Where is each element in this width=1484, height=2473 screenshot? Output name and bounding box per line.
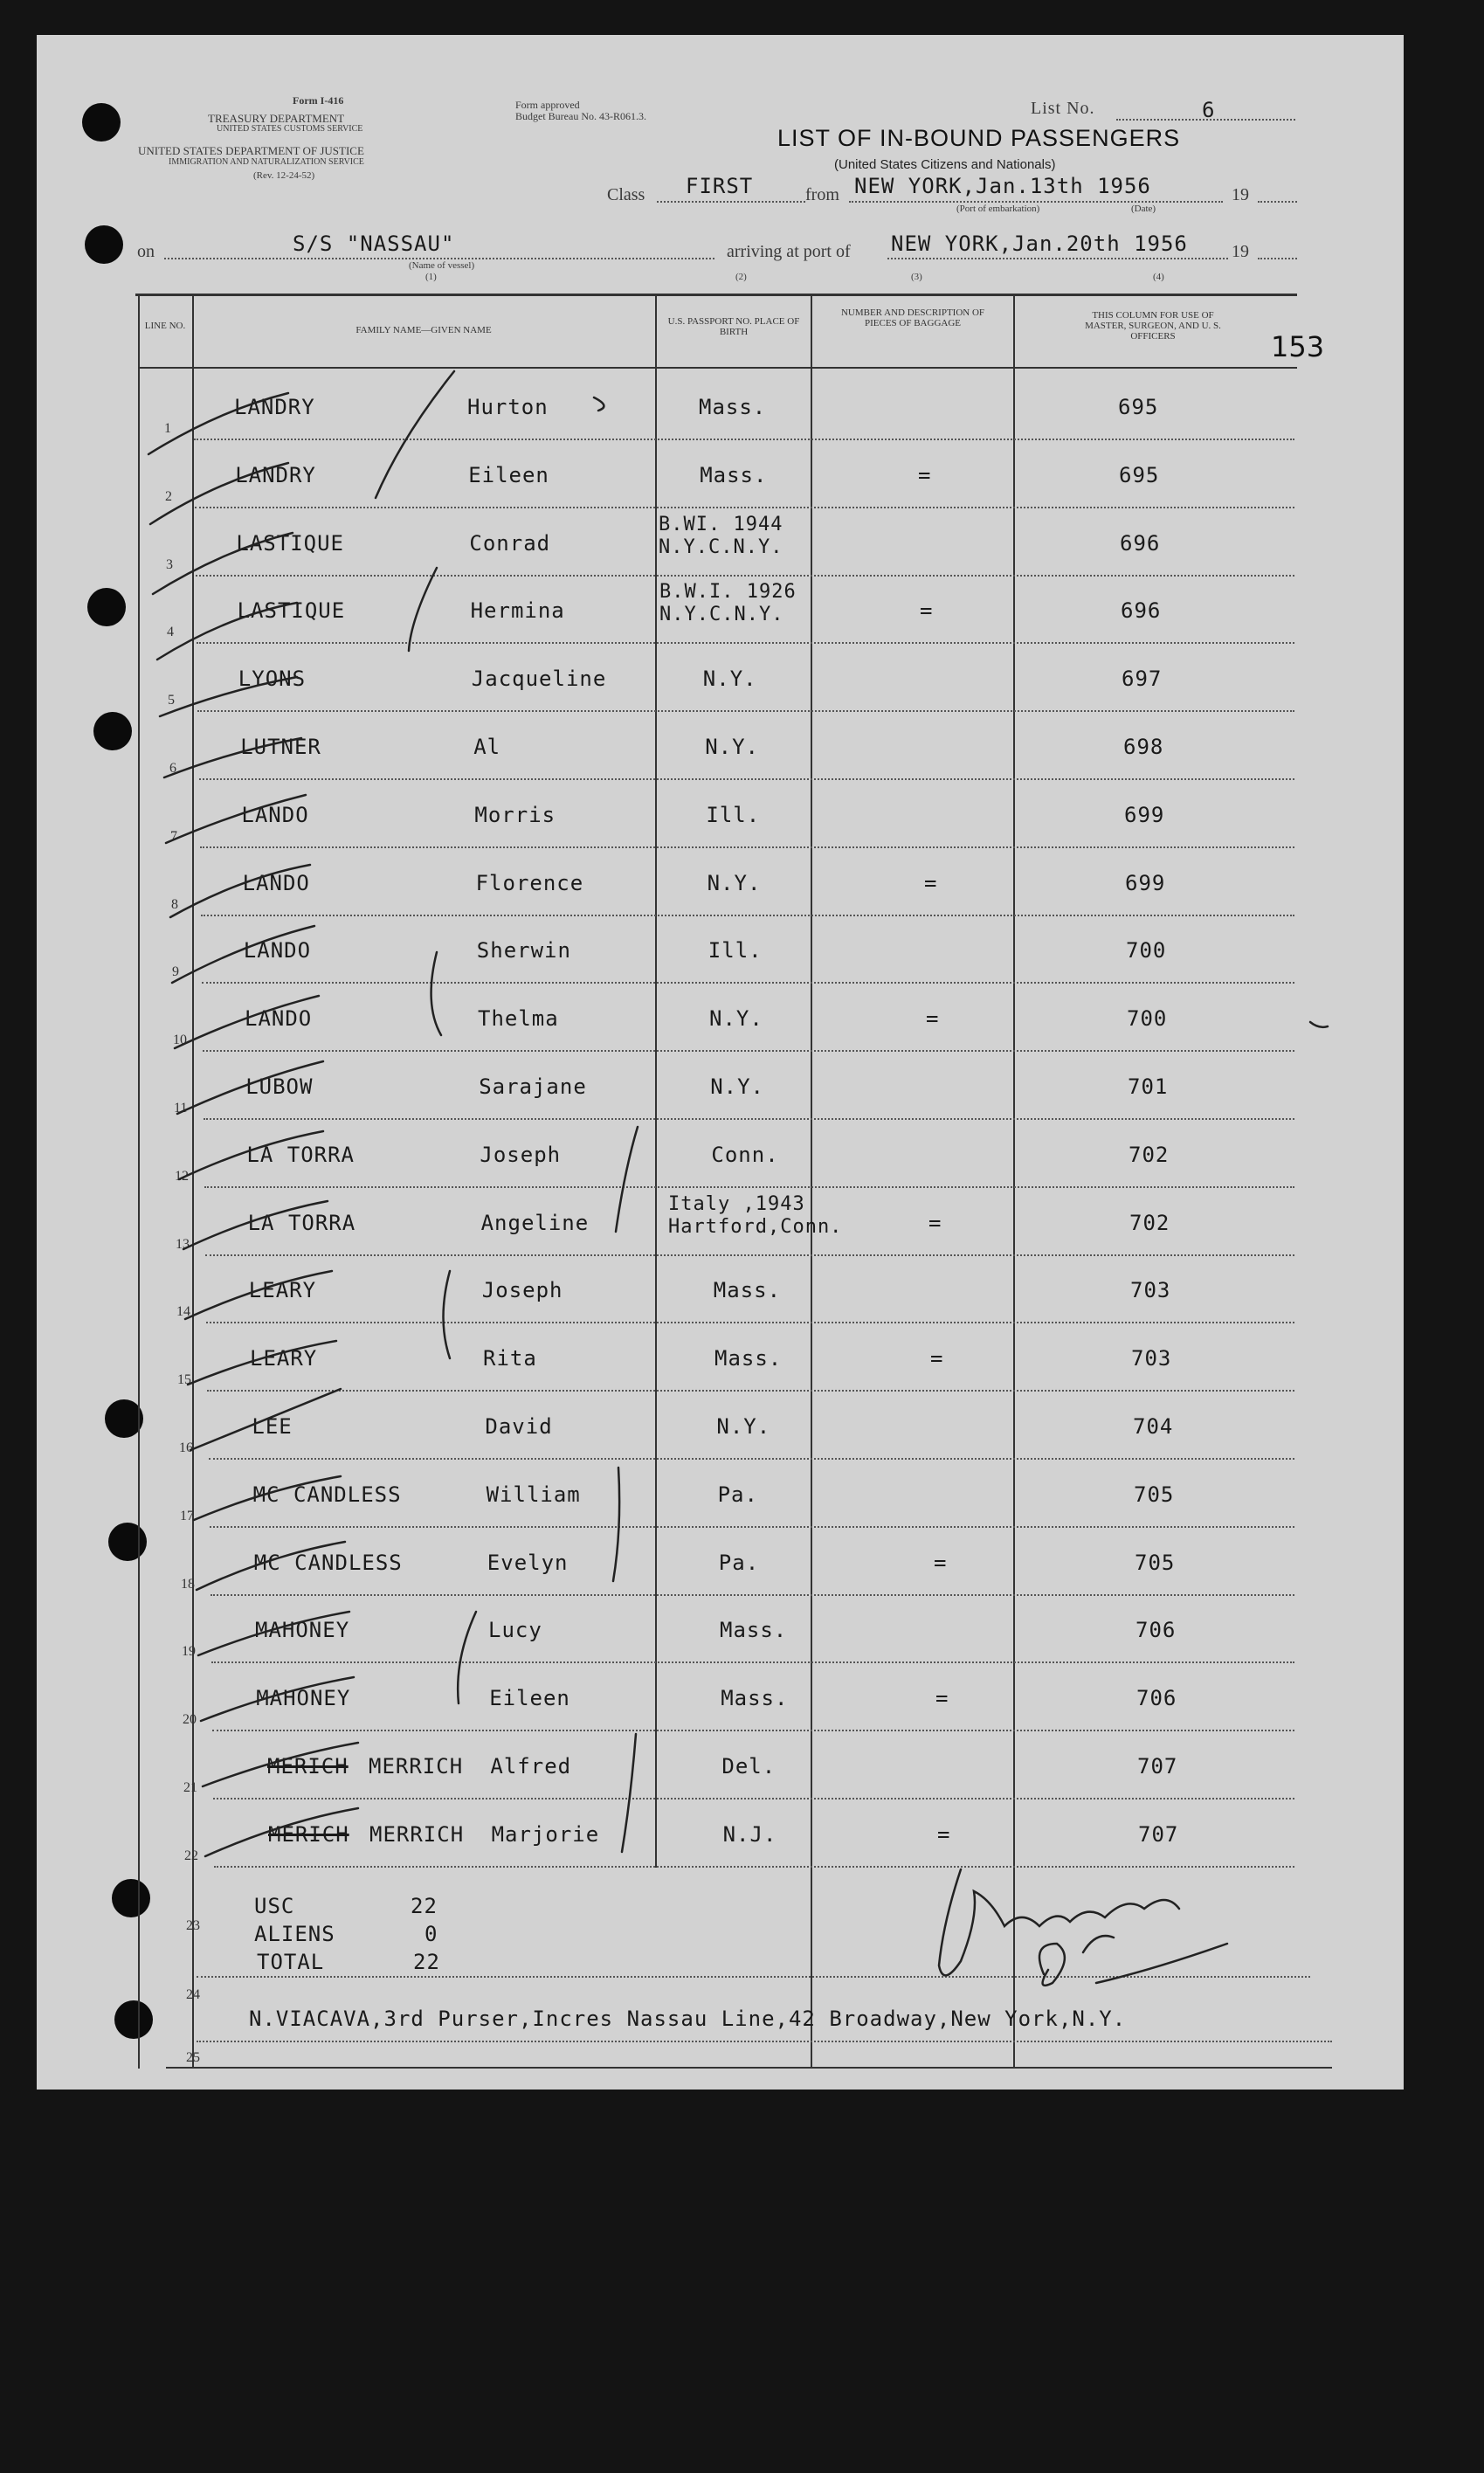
officer-code: 703	[1131, 1346, 1172, 1371]
caption-vessel: (Name of vessel)	[409, 260, 475, 271]
line-number: 10	[173, 1033, 187, 1047]
caption-1: (1)	[425, 272, 437, 282]
arrival-year-suffix: 19	[1232, 242, 1249, 261]
baggage-mark: =	[930, 1346, 944, 1371]
birth-place: Mass.	[721, 1686, 789, 1710]
family-name: LANDRY	[235, 463, 316, 487]
birth-place: N.Y.	[707, 871, 762, 895]
officer-code: 702	[1129, 1211, 1170, 1235]
usc-value: 22	[411, 1894, 438, 1918]
officer-code: 707	[1138, 1822, 1179, 1847]
officer-code: 695	[1119, 463, 1160, 487]
baggage-mark: =	[934, 1551, 948, 1575]
family-name: MAHONEY	[256, 1686, 351, 1710]
family-name: LEARY	[248, 1278, 317, 1302]
family-name: LUBOW	[245, 1074, 314, 1099]
officer-code: 700	[1127, 1006, 1168, 1031]
struck-family-name: MERICH	[268, 1822, 349, 1847]
line-number: 3	[166, 557, 173, 572]
officer-code: 700	[1126, 938, 1167, 963]
line-number-24: 24	[186, 1987, 200, 2002]
line-number: 19	[182, 1644, 196, 1659]
family-name: MERRICH	[369, 1822, 465, 1847]
family-name: LANDRY	[234, 395, 315, 419]
given-name: Sherwin	[476, 938, 571, 963]
family-name: LANDO	[241, 803, 309, 827]
col-line-no: LINE NO.	[144, 321, 186, 331]
col-passport: U.S. PASSPORT NO. PLACE OF BIRTH	[667, 316, 800, 337]
given-name: Florence	[475, 871, 584, 895]
officer-code: 699	[1124, 803, 1165, 827]
family-name: LASTIQUE	[237, 598, 346, 623]
given-name: Eileen	[489, 1686, 570, 1710]
budget-bureau: Budget Bureau No. 43-R061.3.	[515, 110, 646, 122]
birth-place: Conn.	[711, 1143, 779, 1167]
line-number-25: 25	[186, 2050, 200, 2065]
family-name: LANDO	[242, 871, 310, 895]
list-no-value: 6	[1202, 98, 1216, 122]
form-number: Form I-416	[293, 94, 344, 107]
given-name: Jacqueline	[471, 667, 607, 691]
col-name: FAMILY NAME—GIVEN NAME	[355, 325, 492, 335]
line-number: 11	[174, 1101, 188, 1116]
family-name: MC CANDLESS	[252, 1482, 402, 1507]
agency-justice: UNITED STATES DEPARTMENT OF JUSTICE	[138, 144, 364, 157]
from-label: from	[805, 185, 839, 204]
agency-treasury: TREASURY DEPARTMENT	[208, 112, 345, 125]
given-name: Thelma	[478, 1006, 559, 1031]
total-value: 22	[413, 1950, 440, 1974]
line-number: 15	[177, 1372, 191, 1387]
birth-place: Pa.	[717, 1482, 758, 1507]
total-label: TOTAL	[257, 1950, 325, 1974]
line-number: 21	[183, 1780, 197, 1795]
officer-code: 707	[1137, 1754, 1178, 1779]
officer-code: 696	[1121, 598, 1162, 623]
agency-ins: IMMIGRATION AND NATURALIZATION SERVICE	[169, 157, 364, 167]
line-number: 6	[169, 761, 176, 776]
given-name: Hermina	[470, 598, 565, 623]
birth-place: Mass.	[720, 1618, 788, 1642]
col-officers: THIS COLUMN FOR USE OF MASTER, SURGEON, AND U. S. OFFICERS	[1085, 310, 1221, 342]
caption-date: (Date)	[1131, 204, 1156, 214]
officer-code: 697	[1122, 667, 1163, 691]
given-name: Morris	[474, 803, 556, 827]
given-name: Angeline	[480, 1211, 590, 1235]
baggage-mark: =	[935, 1686, 949, 1710]
line-number: 17	[180, 1509, 194, 1523]
given-name: Alfred	[490, 1754, 572, 1779]
line-number: 5	[168, 693, 175, 708]
struck-family-name: MERICH	[267, 1754, 349, 1779]
document-subtitle: (United States Citizens and Nationals)	[834, 157, 1056, 172]
baggage-mark: =	[918, 463, 932, 487]
class-value: FIRST	[686, 174, 754, 198]
birth-place: N.Y.	[710, 1074, 764, 1099]
family-name: MERRICH	[369, 1754, 464, 1779]
given-name: Sarajane	[479, 1074, 587, 1099]
col-baggage: NUMBER AND DESCRIPTION OF PIECES OF BAGGAGE	[840, 307, 985, 328]
baggage-mark: =	[924, 871, 938, 895]
given-name: Lucy	[488, 1618, 542, 1642]
arriving-label: arriving at port of	[727, 242, 851, 261]
birth-place: Mass.	[699, 395, 767, 419]
family-name: LA TORRA	[247, 1211, 356, 1235]
line-number: 12	[175, 1169, 189, 1184]
birth-place: Ill.	[707, 938, 763, 963]
family-name: LA TORRA	[246, 1143, 355, 1167]
caption-port: (Port of embarkation)	[956, 204, 1040, 214]
birth-place: N.J.	[722, 1822, 777, 1847]
given-name: Marjorie	[491, 1822, 600, 1847]
line-number: 13	[176, 1237, 190, 1252]
aliens-value: 0	[424, 1922, 438, 1946]
page-number: 153	[1271, 330, 1325, 363]
birth-place: Mass.	[713, 1278, 782, 1302]
birth-place: Pa.	[718, 1551, 760, 1575]
officer-code: 705	[1135, 1551, 1176, 1575]
baggage-mark: =	[926, 1006, 940, 1031]
family-name: MAHONEY	[255, 1618, 350, 1642]
officer-code: 698	[1123, 735, 1164, 759]
birth-place: Hartford,Conn.	[668, 1216, 843, 1238]
officer-code: 704	[1133, 1414, 1174, 1439]
given-name: Conrad	[469, 531, 551, 556]
birth-place: N.Y.	[705, 735, 759, 759]
officer-code: 702	[1129, 1143, 1170, 1167]
usc-label: USC	[254, 1894, 295, 1918]
line-number: 4	[167, 625, 174, 639]
aliens-label: ALIENS	[254, 1922, 335, 1946]
family-name: LEE	[252, 1414, 293, 1439]
year-suffix: 19	[1232, 185, 1249, 204]
class-label: Class	[607, 185, 645, 204]
officer-code: 703	[1130, 1278, 1171, 1302]
line-number: 18	[181, 1577, 195, 1592]
baggage-mark: =	[937, 1822, 951, 1847]
line-number: 14	[176, 1304, 190, 1319]
officer-code: 701	[1128, 1074, 1169, 1099]
given-name: Hurton	[467, 395, 549, 419]
officer-code: 699	[1125, 871, 1166, 895]
given-name: Joseph	[481, 1278, 563, 1302]
family-name: LASTIQUE	[236, 531, 344, 556]
family-name: MC CANDLESS	[253, 1551, 403, 1575]
list-no-label: List No.	[1031, 99, 1095, 118]
given-name: David	[485, 1414, 553, 1439]
birth-place: Italy ,1943	[668, 1193, 805, 1215]
arrival-value: NEW YORK,Jan.20th 1956	[891, 231, 1188, 256]
birth-place: N.Y.C.N.Y.	[659, 536, 783, 558]
family-name: LUTNER	[240, 735, 321, 759]
line-number: 22	[184, 1848, 198, 1863]
line-number: 1	[164, 421, 171, 436]
line-number: 9	[172, 964, 179, 979]
birth-place: Ill.	[706, 803, 761, 827]
officer-code: 706	[1136, 1686, 1177, 1710]
birth-place: N.Y.	[716, 1414, 771, 1439]
revision-date: (Rev. 12-24-52)	[253, 170, 315, 181]
given-name: Al	[473, 735, 501, 759]
officer-code: 706	[1135, 1618, 1177, 1642]
birth-place: N.Y.	[709, 1006, 763, 1031]
baggage-mark: =	[920, 598, 934, 623]
given-name: Evelyn	[487, 1551, 569, 1575]
birth-place: N.Y.C.N.Y.	[659, 604, 784, 625]
vessel-name: S/S "NASSAU"	[293, 231, 455, 256]
line-number: 2	[165, 489, 172, 504]
birth-place: B.W.I. 1926	[659, 581, 797, 603]
line-number-23: 23	[186, 1918, 200, 1933]
caption-3: (3)	[911, 272, 922, 282]
given-name: Joseph	[480, 1143, 562, 1167]
line-number: 7	[170, 829, 177, 844]
birth-place: Del.	[721, 1754, 777, 1779]
line-number: 20	[183, 1712, 197, 1727]
given-name: William	[486, 1482, 581, 1507]
given-name: Eileen	[468, 463, 549, 487]
birth-place: B.WI. 1944	[659, 514, 783, 535]
family-name: LANDO	[245, 1006, 313, 1031]
on-label: on	[137, 242, 155, 261]
family-name: LANDO	[243, 938, 312, 963]
given-name: Rita	[483, 1346, 537, 1371]
document-title: LIST OF IN-BOUND PASSENGERS	[777, 125, 1181, 151]
birth-place: Mass.	[714, 1346, 783, 1371]
officer-code: 705	[1134, 1482, 1175, 1507]
family-name: LEARY	[250, 1346, 318, 1371]
officer-code: 696	[1120, 531, 1161, 556]
agency-customs: UNITED STATES CUSTOMS SERVICE	[217, 124, 363, 134]
line-number: 16	[179, 1440, 193, 1455]
birth-place: N.Y.	[702, 667, 757, 691]
baggage-mark: =	[928, 1211, 942, 1235]
purser-line: N.VIACAVA,3rd Purser,Incres Nassau Line,42 Broadway,New York,N.Y.	[249, 2007, 1127, 2031]
caption-2: (2)	[735, 272, 747, 282]
officer-code: 695	[1118, 395, 1159, 419]
birth-place: Mass.	[700, 463, 768, 487]
caption-4: (4)	[1153, 272, 1164, 282]
from-value: NEW YORK,Jan.13th 1956	[854, 174, 1151, 198]
line-number: 8	[171, 897, 178, 912]
form-approved: Form approved	[515, 99, 580, 111]
family-name: LYONS	[238, 667, 307, 691]
